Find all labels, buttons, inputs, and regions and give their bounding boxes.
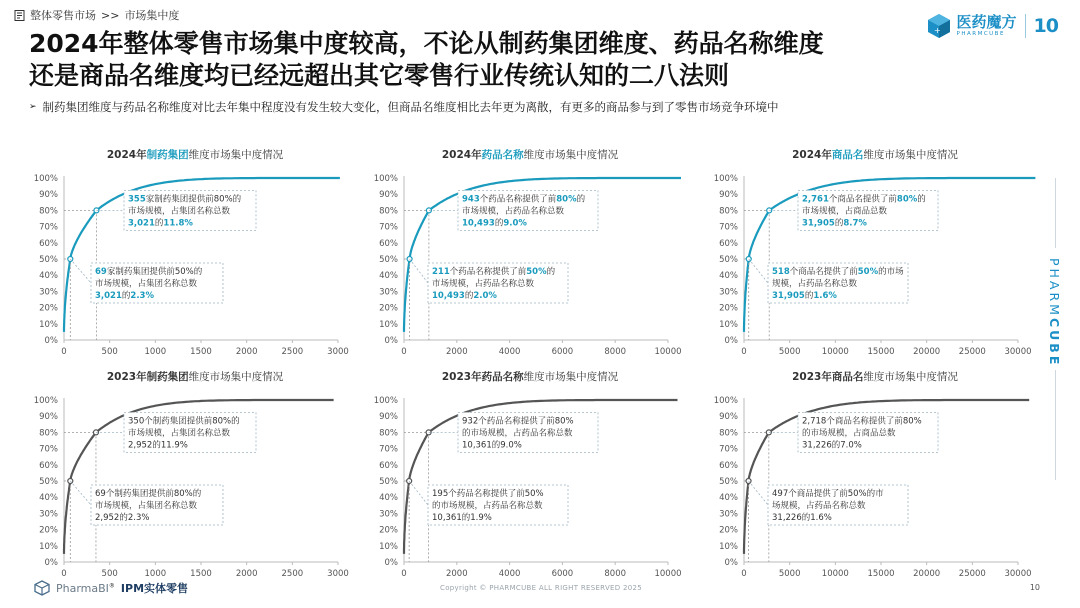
y-tick-label: 30%: [379, 287, 398, 298]
y-tick-label: 0%: [724, 336, 738, 346]
x-tick-label: 0: [741, 569, 747, 579]
breadcrumb-separator: >>: [101, 8, 120, 22]
y-tick-label: 90%: [39, 190, 58, 201]
chart-title-part: 2024年: [792, 149, 832, 161]
side-brand-bold: CUBE: [1047, 317, 1062, 368]
y-tick-label: 70%: [379, 222, 398, 233]
chart-title: [792, 370, 958, 383]
annotation-50-text-part: 518: [772, 267, 790, 277]
annotation-80-text-part: 2,761: [802, 194, 829, 205]
y-tick-label: 60%: [719, 238, 738, 249]
y-tick-label: 30%: [39, 287, 58, 298]
y-tick-label: 90%: [379, 190, 398, 201]
y-tick-label: 80%: [719, 428, 738, 439]
annotation-80-text-part: 31,905: [802, 218, 835, 229]
annotation-80-text: [128, 205, 231, 216]
breadcrumb: [14, 7, 179, 23]
x-tick-label: 20000: [913, 347, 941, 357]
x-tick-label: 2000: [445, 569, 468, 579]
annotation-50-leader: [410, 259, 428, 283]
annotation-50-text: [772, 266, 904, 277]
y-tick-label: 20%: [719, 303, 738, 314]
annotation-50-leader: [70, 259, 91, 283]
chart-title-part: 维度市场集中度情况: [863, 371, 958, 383]
annotation-80-text-part: 市场规模，占药品名称总数: [462, 206, 565, 217]
y-tick-label: 100%: [33, 174, 58, 184]
y-tick-label: 0%: [724, 558, 738, 568]
x-tick-label: 25000: [958, 569, 986, 579]
annotation-50-text-part: 家制药集团提供前50%的: [106, 267, 203, 277]
y-tick-label: 40%: [379, 271, 398, 282]
annotation-50-text-part: 211: [432, 267, 450, 277]
annotation-80-text: [128, 193, 242, 204]
document-icon: [14, 10, 25, 21]
annotation-80-text-part: 8.7%: [843, 218, 867, 229]
x-tick-label: 1500: [190, 347, 212, 357]
annotation-80-text-part: 11.8%: [163, 218, 193, 229]
y-tick-label: 100%: [33, 396, 58, 406]
chart-title-part: 药品名称: [481, 371, 524, 383]
y-tick-label: 80%: [379, 206, 398, 217]
annotation-50-text-part: 3,021: [95, 291, 122, 301]
y-tick-label: 50%: [719, 477, 738, 487]
page-number: 10: [1029, 583, 1040, 592]
x-tick-label: 1500: [190, 569, 212, 579]
annotation-80-text-part: 2,718个商品名称提供了前80%: [802, 416, 922, 427]
y-tick-label: 60%: [719, 460, 738, 471]
chart-title: [107, 148, 284, 161]
annotation-50-text-part: 69个制药集团提供前80%的: [95, 489, 202, 499]
chart-title-part: 2023年: [792, 371, 832, 383]
y-tick-label: 80%: [39, 428, 58, 439]
footer-registered-mark: ®: [108, 581, 115, 589]
cube-logo-icon: [926, 13, 952, 39]
x-tick-label: 15000: [867, 347, 895, 357]
annotation-50-text-part: 市场规模，占集团名称总数: [95, 501, 198, 511]
annotation-50-text-part: 195个药品名称提供了前50%: [432, 489, 544, 499]
x-tick-label: 10000: [654, 347, 682, 357]
pharmcube-logo: [926, 13, 1058, 39]
annotation-80-text-part: 的市场规模，占商品总数: [802, 428, 896, 439]
annotation-50-text: [432, 512, 492, 523]
annotation-50-leader: [749, 259, 768, 283]
x-tick-label: 30000: [1004, 569, 1032, 579]
annotation-80-text: [802, 439, 862, 450]
y-tick-label: 90%: [719, 412, 738, 423]
annotation-50-text: [432, 290, 497, 301]
y-tick-label: 90%: [719, 190, 738, 201]
anniversary-badge: 10: [1033, 15, 1058, 37]
annotation-50-text: [95, 500, 198, 511]
annotation-50-text-part: 31,905: [772, 291, 805, 301]
x-tick-label: 2500: [281, 347, 304, 357]
x-tick-label: 10000: [821, 569, 849, 579]
x-tick-label: 8000: [604, 569, 627, 579]
y-tick-label: 10%: [719, 541, 738, 552]
y-tick-label: 70%: [39, 444, 58, 455]
annotation-80-text: [128, 415, 240, 426]
y-tick-label: 20%: [379, 525, 398, 536]
annotation-50-text: [95, 266, 203, 277]
footer-ipm: IPM实体零售: [120, 582, 189, 595]
annotation-80-text: [128, 439, 188, 450]
annotation-50-text-part: 的: [804, 291, 814, 301]
x-tick-label: 5000: [778, 569, 801, 579]
subtitle-text: 制药集团维度与药品名称维度对比去年集中程度没有发生较大变化，但商品名维度相比去年更为离散，有更多的商品参与到了零售市场竞争环境中: [42, 100, 779, 114]
y-tick-label: 50%: [379, 255, 398, 265]
x-tick-label: 2000: [235, 347, 258, 357]
x-tick-label: 5000: [778, 347, 801, 357]
x-tick-label: 6000: [551, 569, 574, 579]
annotation-50-text: [772, 290, 837, 301]
annotation-80-text: [802, 217, 867, 228]
y-tick-label: 30%: [719, 509, 738, 520]
x-tick-label: 1000: [144, 347, 167, 357]
side-brand: [1047, 258, 1062, 367]
annotation-80-text-part: 市场规模，占集团名称总数: [128, 428, 231, 439]
annotation-80-text-part: 10,493: [462, 218, 495, 229]
y-tick-label: 80%: [379, 428, 398, 439]
chart-title-part: 维度市场集中度情况: [523, 371, 619, 383]
annotation-50-text: [95, 278, 198, 289]
annotation-50-text-part: 的: [464, 291, 474, 301]
footer-logo: [34, 580, 188, 596]
annotation-80-text-part: 的: [494, 218, 504, 229]
chart-title-part: 2024年: [106, 149, 147, 161]
footer-pharmabi: PharmaBI: [56, 581, 109, 595]
x-tick-label: 2000: [445, 347, 468, 357]
pharmabi-cube-icon: [34, 580, 50, 596]
annotation-80-text-part: 355: [128, 194, 146, 205]
chart-2023-pharma-group: [28, 364, 348, 586]
y-tick-label: 40%: [719, 493, 738, 504]
y-tick-label: 60%: [379, 238, 398, 249]
y-tick-label: 90%: [39, 412, 58, 423]
chart-title-part: 维度市场集中度情况: [863, 149, 958, 161]
y-tick-label: 50%: [39, 255, 58, 265]
annotation-50-text-part: 1.6%: [813, 291, 837, 301]
x-tick-label: 1000: [144, 569, 167, 579]
y-tick-label: 0%: [384, 336, 398, 346]
chart-2023-drug-name: [368, 364, 682, 586]
y-tick-label: 60%: [379, 460, 398, 471]
x-tick-label: 25000: [958, 347, 986, 357]
y-tick-label: 40%: [39, 493, 58, 504]
x-tick-label: 30000: [1004, 347, 1032, 357]
y-tick-label: 20%: [719, 525, 738, 536]
annotation-50-text-part: 市场规模，占集团名称总数: [95, 279, 198, 289]
annotation-80-text: [128, 217, 193, 228]
y-tick-label: 100%: [713, 396, 738, 406]
chart-title: [107, 370, 284, 383]
y-tick-label: 70%: [39, 222, 58, 233]
annotation-80-text-part: 2,952的11.9%: [128, 440, 188, 451]
x-tick-label: 10000: [654, 569, 682, 579]
y-tick-label: 70%: [719, 222, 738, 233]
y-tick-label: 50%: [719, 255, 738, 265]
y-tick-label: 20%: [39, 525, 58, 536]
annotation-50-text-part: 的市场: [878, 267, 904, 277]
chart-title-part: 维度市场集中度情况: [523, 149, 619, 161]
logo-name-cn: 医药魔方: [956, 12, 1017, 31]
y-tick-label: 10%: [719, 319, 738, 330]
annotation-50-text-part: 市场规模，占药品名称总数: [432, 279, 535, 289]
x-tick-label: 0: [401, 347, 407, 357]
annotation-80-text-part: 31,226的7.0%: [802, 440, 862, 451]
chart-title-part: 商品名: [831, 149, 864, 161]
annotation-80-text-part: 943: [462, 194, 480, 205]
annotation-50-leader: [409, 481, 428, 505]
chart-title: [442, 148, 619, 161]
annotation-80-text-part: 的市场规模，占药品名称总数: [462, 428, 573, 439]
y-tick-label: 40%: [379, 493, 398, 504]
x-tick-label: 4000: [498, 569, 521, 579]
annotation-50-text-part: 个商品名提供了前: [789, 267, 858, 277]
x-tick-label: 15000: [867, 569, 895, 579]
y-tick-label: 0%: [384, 558, 398, 568]
y-tick-label: 10%: [39, 319, 58, 330]
annotation-80-text-part: 932个药品名称提供了前80%: [462, 416, 574, 427]
chart-2023-brand-name: [708, 364, 1032, 586]
annotation-50-text-part: 2.3%: [130, 291, 154, 301]
annotation-80-text: [462, 193, 586, 204]
y-tick-label: 80%: [719, 206, 738, 217]
annotation-50-text: [432, 278, 535, 289]
annotation-80-text-part: 市场规模，占商品总数: [802, 206, 888, 217]
annotation-50-text: [772, 278, 858, 289]
y-tick-label: 100%: [373, 396, 398, 406]
subtitle: [29, 99, 779, 115]
annotation-50-text-part: 个药品名称提供了前: [449, 267, 527, 277]
annotation-80-text: [462, 415, 574, 426]
point-50: [746, 479, 751, 484]
x-tick-label: 2000: [235, 569, 258, 579]
annotation-50-text-part: 69: [95, 267, 107, 277]
annotation-50-text-part: 的市场规模，占药品名称总数: [432, 501, 543, 511]
annotation-50-text: [95, 488, 202, 499]
y-tick-label: 20%: [39, 303, 58, 314]
annotation-80-text-part: 的: [154, 218, 164, 229]
y-tick-label: 10%: [39, 541, 58, 552]
y-tick-label: 30%: [39, 509, 58, 520]
x-tick-label: 500: [101, 347, 118, 357]
annotation-50-text: [432, 500, 543, 511]
annotation-50-text-part: 10,361的1.9%: [432, 513, 492, 523]
chart-2024-pharma-group: [28, 142, 348, 364]
chart-2024-brand-name: [708, 142, 1032, 364]
annotation-80-text: [462, 205, 565, 216]
y-tick-label: 30%: [379, 509, 398, 520]
svg-text:+: +: [933, 26, 941, 35]
annotation-50-text-part: 497个商品提供了前50%的市: [772, 489, 884, 499]
annotation-50-leader: [749, 481, 768, 505]
annotation-50-text-part: 50%: [526, 267, 547, 277]
x-tick-label: 4000: [498, 347, 521, 357]
annotation-80-text: [128, 427, 231, 438]
annotation-50-leader: [70, 481, 91, 505]
breadcrumb-item-current: 市场集中度: [124, 9, 180, 22]
chart-title-part: 2023年: [106, 371, 147, 383]
annotation-50-text-part: 的: [121, 291, 131, 301]
annotation-50-text-part: 2.0%: [473, 291, 497, 301]
breadcrumb-item-section[interactable]: 整体零售市场: [30, 9, 96, 22]
x-tick-label: 0: [61, 569, 67, 579]
annotation-50-text: [95, 290, 154, 301]
chart-title-part: 商品名: [831, 371, 864, 383]
annotation-80-text-part: 9.0%: [503, 218, 527, 229]
x-tick-label: 0: [741, 347, 747, 357]
annotation-50-text: [95, 512, 149, 523]
y-tick-label: 0%: [44, 558, 58, 568]
annotation-80-text: [462, 439, 522, 450]
x-tick-label: 6000: [551, 347, 574, 357]
annotation-80-text-part: 家制药集团提供前80%的: [145, 194, 242, 205]
y-tick-label: 70%: [719, 444, 738, 455]
annotation-50-text: [432, 488, 544, 499]
side-divider-top: [1055, 178, 1056, 248]
annotation-80-text-part: 个商品名提供了前: [828, 194, 897, 205]
arrow-bullet-icon: ➢: [29, 102, 37, 112]
x-tick-label: 2500: [281, 569, 304, 579]
y-tick-label: 100%: [713, 174, 738, 184]
y-tick-label: 70%: [379, 444, 398, 455]
y-tick-label: 50%: [39, 477, 58, 487]
y-tick-label: 0%: [44, 336, 58, 346]
annotation-50-text-part: 31,226的1.6%: [772, 513, 832, 523]
annotation-80-text-part: 3,021: [128, 218, 155, 229]
annotation-50-text-part: 规模，占药品名称总数: [772, 279, 858, 289]
y-tick-label: 50%: [379, 477, 398, 487]
y-tick-label: 10%: [379, 541, 398, 552]
y-tick-label: 60%: [39, 460, 58, 471]
logo-name-en: PHARMCUBE: [956, 30, 1005, 37]
annotation-80-text-part: 的: [576, 194, 586, 205]
copyright: Copyright © PHARMCUBE ALL RIGHT RESERVED 2025: [440, 584, 642, 592]
x-tick-label: 8000: [604, 347, 627, 357]
annotation-80-text-part: 的: [834, 218, 844, 229]
annotation-50-text: [772, 512, 832, 523]
annotation-80-text-part: 80%: [556, 194, 577, 205]
annotation-50-text: [772, 488, 884, 499]
annotation-50-text-part: 10,493: [432, 291, 465, 301]
annotation-80-text: [462, 427, 573, 438]
x-tick-label: 0: [61, 347, 67, 357]
side-brand-light: PHARM: [1047, 258, 1062, 318]
chart-title: [442, 370, 619, 383]
annotation-80-text-part: 350个制药集团提供前80%的: [128, 416, 240, 427]
chart-2024-drug-name: [368, 142, 682, 364]
annotation-80-text: [802, 193, 926, 204]
chart-title-part: 制药集团: [146, 371, 189, 383]
y-tick-label: 80%: [39, 206, 58, 217]
chart-title-part: 药品名称: [481, 149, 524, 161]
logo-divider: [1025, 14, 1026, 38]
annotation-80-text-part: 市场规模，占集团名称总数: [128, 206, 231, 217]
x-tick-label: 3000: [327, 347, 349, 357]
chart-title-part: 2024年: [441, 149, 482, 161]
annotation-80-text-part: 的: [917, 194, 926, 205]
y-tick-label: 40%: [39, 271, 58, 282]
annotation-50-text-part: 场规模，占药品名称总数: [772, 501, 866, 511]
x-tick-label: 10000: [821, 347, 849, 357]
chart-title-part: 维度市场集中度情况: [188, 371, 284, 383]
annotation-80-text: [802, 427, 896, 438]
x-tick-label: 20000: [913, 569, 941, 579]
annotation-80-text-part: 10,361的9.0%: [462, 440, 522, 451]
annotation-80-text-part: 个药品名称提供了前: [479, 194, 557, 205]
y-tick-label: 20%: [379, 303, 398, 314]
y-tick-label: 60%: [39, 238, 58, 249]
page-title: 2024年整体零售市场集中度较高，不论从制药集团维度、药品名称维度 还是商品名维度均已经远超出其它零售行业传统认知的二八法则: [29, 29, 824, 90]
annotation-80-text: [462, 217, 527, 228]
annotation-50-text: [432, 266, 556, 277]
chart-title-part: 制药集团: [146, 149, 189, 161]
x-tick-label: 500: [101, 569, 118, 579]
annotation-50-text-part: 50%: [857, 267, 879, 277]
side-divider-bottom: [1055, 370, 1056, 480]
annotation-80-text: [802, 205, 888, 216]
y-tick-label: 100%: [373, 174, 398, 184]
y-tick-label: 10%: [379, 319, 398, 330]
x-tick-label: 3000: [327, 569, 349, 579]
annotation-50-text-part: 的: [546, 267, 556, 277]
annotation-80-text-part: 80%: [896, 194, 918, 205]
annotation-50-text: [772, 500, 866, 511]
y-tick-label: 30%: [719, 287, 738, 298]
y-tick-label: 40%: [719, 271, 738, 282]
annotation-80-text: [802, 415, 922, 426]
x-tick-label: 0: [401, 569, 407, 579]
chart-title: [792, 148, 958, 161]
annotation-50-text-part: 2,952的2.3%: [95, 513, 150, 523]
chart-title-part: 维度市场集中度情况: [188, 149, 284, 161]
y-tick-label: 90%: [379, 412, 398, 423]
chart-title-part: 2023年: [441, 371, 482, 383]
